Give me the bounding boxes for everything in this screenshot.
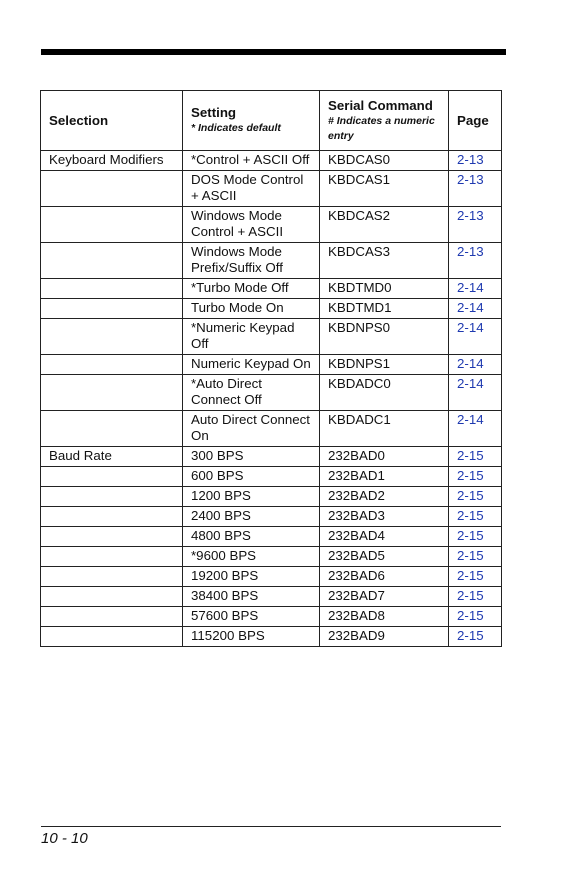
cell-page [449, 151, 502, 171]
table-row [41, 151, 502, 171]
cell-setting: 38400 BPS [183, 587, 320, 607]
page-link[interactable]: 2-15 [457, 548, 484, 563]
cell-serial-command: KBDCAS0 [320, 151, 449, 171]
table-row [41, 207, 502, 243]
cell-selection [41, 547, 183, 567]
header-serial-command [320, 91, 449, 151]
table-row [41, 279, 502, 299]
cell-serial-command: KBDNPS0 [320, 319, 449, 355]
table-row [41, 171, 502, 207]
cell-setting: Turbo Mode On [183, 299, 320, 319]
cell-serial-command: KBDTMD0 [320, 279, 449, 299]
page-link[interactable]: 2-14 [457, 300, 484, 315]
cell-serial-command: 232BAD5 [320, 547, 449, 567]
cell-selection [41, 607, 183, 627]
cell-page [449, 567, 502, 587]
cell-serial-command: 232BAD3 [320, 507, 449, 527]
cell-selection: Keyboard Modifiers [41, 151, 183, 171]
table-row [41, 507, 502, 527]
table-row [41, 243, 502, 279]
header-setting [183, 91, 320, 151]
cell-serial-command: KBDCAS2 [320, 207, 449, 243]
cell-serial-command: KBDNPS1 [320, 355, 449, 375]
table-row [41, 627, 502, 647]
cell-setting: 600 BPS [183, 467, 320, 487]
table-row [41, 567, 502, 587]
cell-serial-command: 232BAD2 [320, 487, 449, 507]
page-link[interactable]: 2-13 [457, 172, 484, 187]
cell-setting: *Turbo Mode Off [183, 279, 320, 299]
cell-selection [41, 319, 183, 355]
table-row [41, 447, 502, 467]
table-row [41, 375, 502, 411]
cell-selection: Baud Rate [41, 447, 183, 467]
cell-page [449, 527, 502, 547]
cell-serial-command: 232BAD1 [320, 467, 449, 487]
page-link[interactable]: 2-14 [457, 356, 484, 371]
cell-page [449, 279, 502, 299]
page-link[interactable]: 2-15 [457, 448, 484, 463]
cell-setting: Windows Mode Prefix/Suffix Off [183, 243, 320, 279]
cell-page [449, 243, 502, 279]
page-link[interactable]: 2-14 [457, 376, 484, 391]
cell-serial-command: KBDCAS1 [320, 171, 449, 207]
table-row [41, 487, 502, 507]
cell-serial-command: KBDADC1 [320, 411, 449, 447]
cell-serial-command: 232BAD4 [320, 527, 449, 547]
cell-selection [41, 411, 183, 447]
cell-page [449, 355, 502, 375]
header-setting-note: * Indicates default [191, 122, 281, 134]
cell-serial-command: 232BAD9 [320, 627, 449, 647]
page-link[interactable]: 2-15 [457, 468, 484, 483]
cell-selection [41, 171, 183, 207]
page-link[interactable]: 2-14 [457, 412, 484, 427]
cell-serial-command: KBDCAS3 [320, 243, 449, 279]
cell-setting: Windows Mode Control + ASCII [183, 207, 320, 243]
cell-setting: DOS Mode Control + ASCII [183, 171, 320, 207]
cell-setting: *Control + ASCII Off [183, 151, 320, 171]
cell-setting: 19200 BPS [183, 567, 320, 587]
page-link[interactable]: 2-15 [457, 588, 484, 603]
cell-setting: Auto Direct Connect On [183, 411, 320, 447]
page-number: 10 - 10 [41, 830, 88, 847]
cell-page [449, 319, 502, 355]
table-row [41, 467, 502, 487]
cell-setting: *Auto Direct Connect Off [183, 375, 320, 411]
cell-serial-command: 232BAD7 [320, 587, 449, 607]
cell-selection [41, 279, 183, 299]
cell-page [449, 627, 502, 647]
table-row [41, 547, 502, 567]
cell-page [449, 487, 502, 507]
cell-page [449, 171, 502, 207]
cell-selection [41, 355, 183, 375]
header-selection [41, 91, 183, 151]
cell-setting: Numeric Keypad On [183, 355, 320, 375]
table-row [41, 355, 502, 375]
cell-selection [41, 243, 183, 279]
cell-selection [41, 487, 183, 507]
cell-selection [41, 375, 183, 411]
page-link[interactable]: 2-13 [457, 208, 484, 223]
page-link[interactable]: 2-13 [457, 152, 484, 167]
cell-selection [41, 207, 183, 243]
page-link[interactable]: 2-14 [457, 280, 484, 295]
cell-selection [41, 507, 183, 527]
header-serial-label: Serial Command [328, 97, 433, 113]
cell-page [449, 507, 502, 527]
header-setting-label: Setting [191, 105, 237, 120]
page-link[interactable]: 2-15 [457, 528, 484, 543]
cell-page [449, 447, 502, 467]
header-page-label: Page [457, 112, 489, 128]
page-link[interactable]: 2-15 [457, 628, 484, 643]
table-row [41, 527, 502, 547]
table-row [41, 587, 502, 607]
cell-setting: 57600 BPS [183, 607, 320, 627]
cell-selection [41, 627, 183, 647]
cell-serial-command: KBDTMD1 [320, 299, 449, 319]
header-selection-label: Selection [49, 112, 109, 128]
page-link[interactable]: 2-15 [457, 568, 484, 583]
cell-page [449, 207, 502, 243]
cell-setting: *9600 BPS [183, 547, 320, 567]
cell-setting: 300 BPS [183, 447, 320, 467]
page-link[interactable]: 2-14 [457, 320, 484, 335]
cell-setting: 115200 BPS [183, 627, 320, 647]
cell-selection [41, 299, 183, 319]
cell-setting: 1200 BPS [183, 487, 320, 507]
cell-page [449, 375, 502, 411]
cell-page [449, 467, 502, 487]
cell-serial-command: KBDADC0 [320, 375, 449, 411]
table-body [41, 151, 502, 647]
cell-page [449, 547, 502, 567]
page-link[interactable]: 2-15 [457, 508, 484, 523]
settings-table [40, 90, 502, 647]
cell-page [449, 607, 502, 627]
cell-page [449, 587, 502, 607]
table-row [41, 319, 502, 355]
cell-page [449, 411, 502, 447]
cell-setting: 2400 BPS [183, 507, 320, 527]
top-rule [41, 49, 506, 55]
page-link[interactable]: 2-15 [457, 488, 484, 503]
header-serial-note: # Indicates a numeric entry [328, 114, 435, 142]
table-header-row [41, 91, 502, 151]
cell-selection [41, 587, 183, 607]
page-link[interactable]: 2-15 [457, 608, 484, 623]
cell-serial-command: 232BAD0 [320, 447, 449, 467]
cell-serial-command: 232BAD8 [320, 607, 449, 627]
header-page [449, 91, 502, 151]
table-row [41, 607, 502, 627]
cell-serial-command: 232BAD6 [320, 567, 449, 587]
page-link[interactable]: 2-13 [457, 244, 484, 259]
cell-page [449, 299, 502, 319]
cell-selection [41, 527, 183, 547]
table-row [41, 299, 502, 319]
cell-selection [41, 567, 183, 587]
cell-setting: 4800 BPS [183, 527, 320, 547]
footer-rule [41, 826, 501, 827]
cell-setting: *Numeric Keypad Off [183, 319, 320, 355]
table-row [41, 411, 502, 447]
cell-selection [41, 467, 183, 487]
